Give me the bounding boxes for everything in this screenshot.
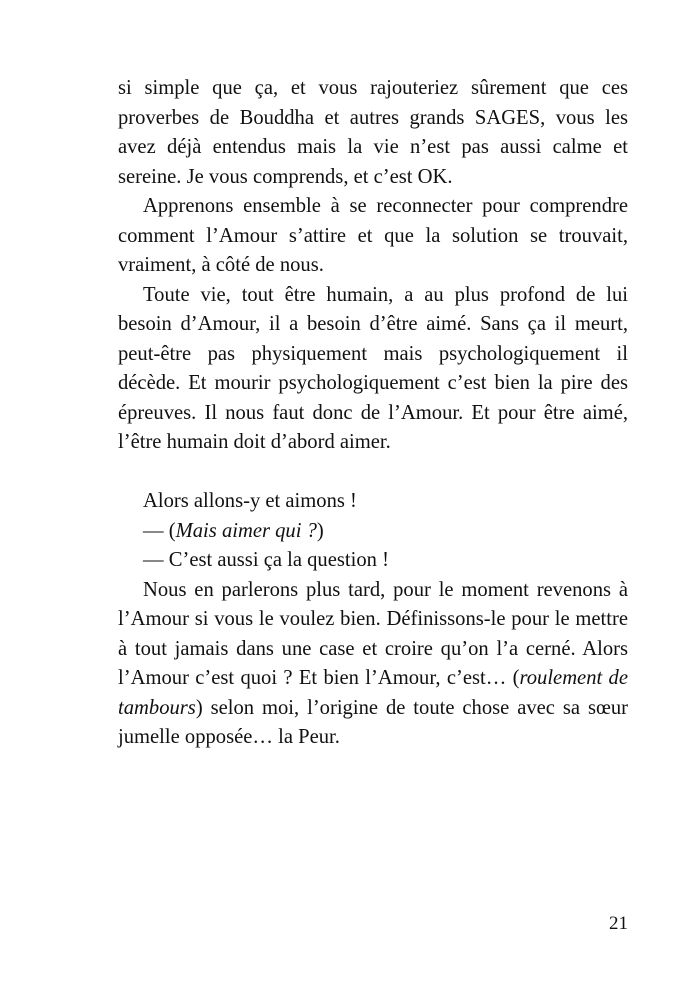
- paragraph-4: Alors allons-y et aimons !: [143, 490, 357, 512]
- dialogue-line-1-prefix: — (: [143, 519, 176, 542]
- body-text: [118, 74, 628, 753]
- paragraph-5-part-2: ) selon moi, l’origine de toute chose avec sa sœur jumelle opposée… la Peur.: [118, 696, 628, 748]
- paragraph-5: [118, 576, 628, 753]
- page-number: 21: [609, 913, 628, 934]
- paragraph-3: Toute vie, tout être humain, a au plus profond de lui besoin d’Amour, il a besoin d’être aimé. Sans ça il meurt, peut-être pas physiquement mais psychologiquement il décède. Et mourir psychologiquement c’est bien la pire des épreuves. Il nous faut donc de l’Amour. Et pour être aimé, l’être humain doit d’abord aimer.: [118, 283, 628, 453]
- dialogue-line-2: — C’est aussi ça la question !: [143, 549, 389, 571]
- dialogue-line-1-suffix: ): [316, 519, 324, 542]
- paragraph-5-part-1: Nous en parlerons plus tard, pour le moment revenons à l’Amour si vous le voulez bien. Définissons-le pour le mettre à tout jamais dans une case et croire qu’on l’a cerné. Alors l’Amour c’est quoi ? Et bien l’Amour, c’est… (: [118, 578, 628, 689]
- paragraph-1: si simple que ça, et vous rajouteriez sûrement que ces proverbes de Bouddha et autres grands SAGES, vous les avez déjà entendus mais la vie n’est pas aussi calme et sereine. Je vous comprends, et c’est OK.: [118, 77, 628, 188]
- paragraph-2: Apprenons ensemble à se reconnecter pour comprendre comment l’Amour s’attire et que la solution se trouvait, vraiment, à côté de nous.: [118, 195, 628, 276]
- dialogue-line-1: [118, 517, 628, 547]
- paragraph-5-italic: roulement de tambours: [118, 667, 628, 719]
- dialogue-line-1-italic: Mais aimer qui ?: [175, 519, 317, 542]
